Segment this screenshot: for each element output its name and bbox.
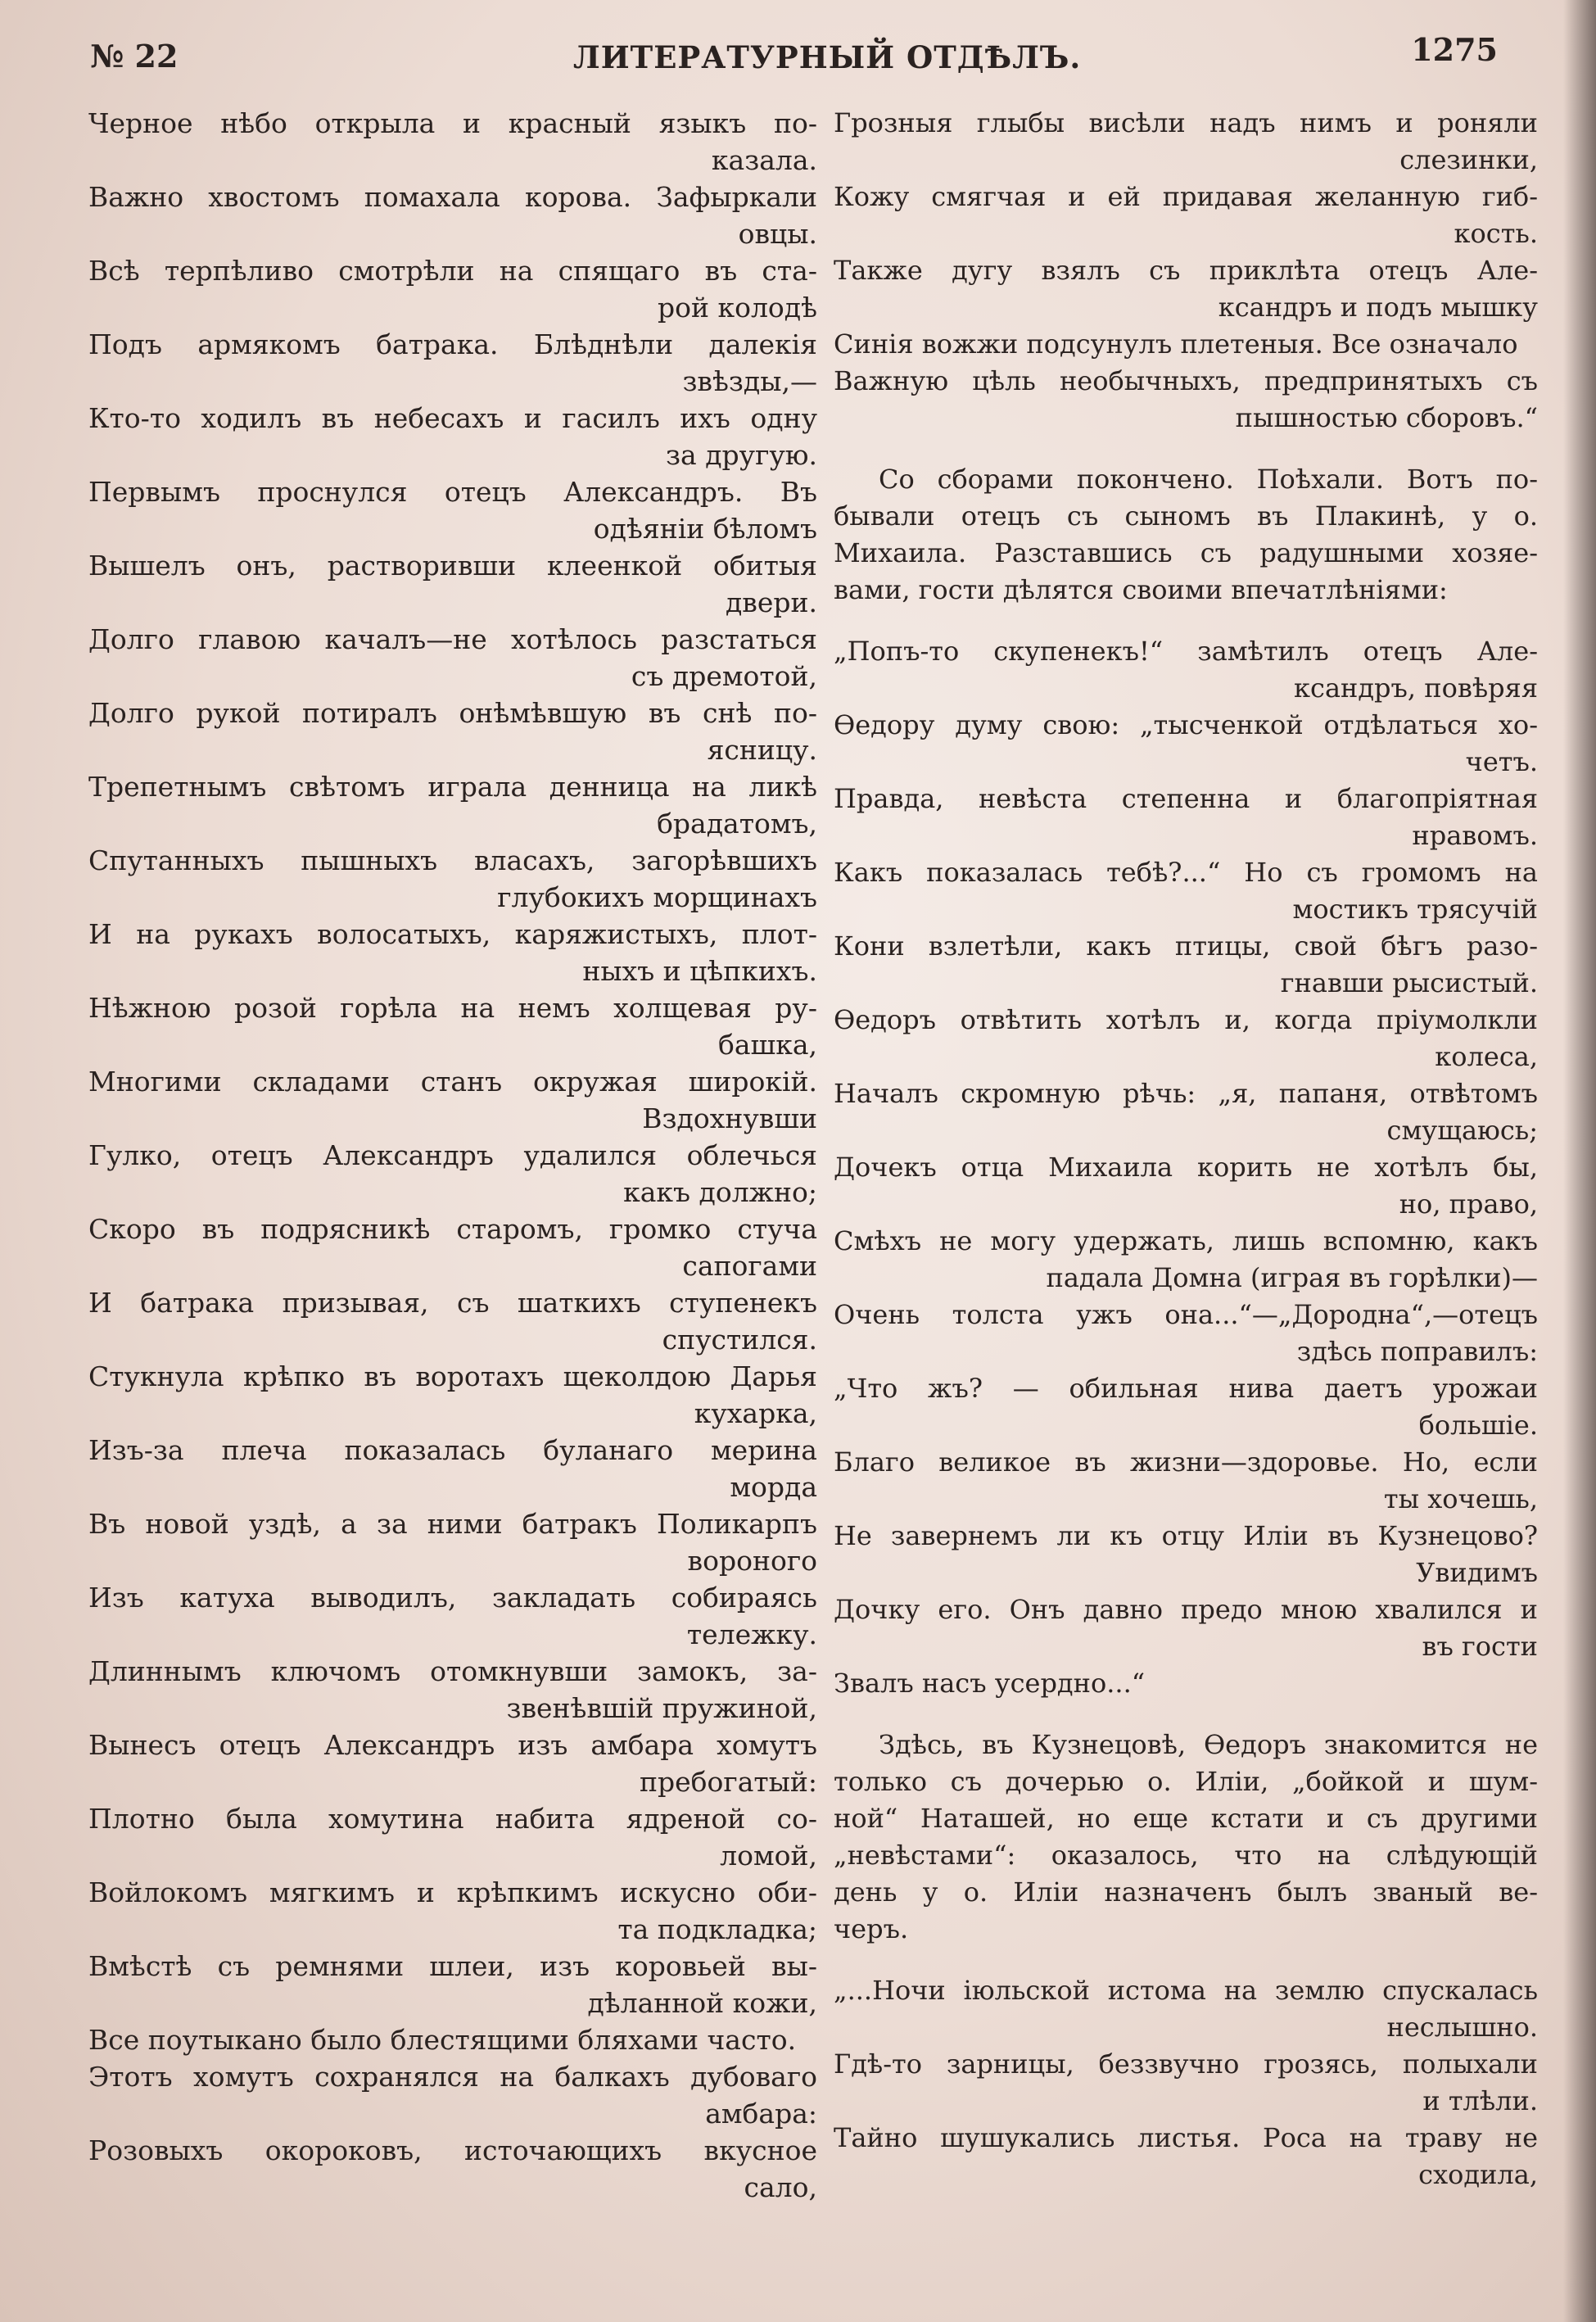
paragraph-line: день у о. Иліи назначенъ былъ званый ве-: [834, 1876, 1538, 1908]
verse-line: [834, 1149, 1538, 1223]
verse-line-text: Плотно была хомутина набита ядреной со-: [88, 1803, 817, 1835]
verse-line-continuation: тележку.: [686, 1618, 817, 1650]
verse-line: [88, 1727, 817, 1800]
verse-line-continuation: овцы.: [738, 218, 817, 250]
verse-line: [88, 1358, 817, 1432]
verse-line: [88, 105, 817, 179]
verse-line: [88, 842, 817, 916]
verse-line-text: Дочку его. Онъ давно предо мною хвалился и: [834, 1594, 1538, 1625]
verse-line-continuation: одѣяніи бѣломъ: [593, 513, 817, 545]
page-header: [90, 31, 1539, 80]
verse-line: [834, 326, 1538, 363]
verse-line: [88, 179, 817, 252]
verse-line-continuation: башка,: [717, 1029, 817, 1061]
verse-line-text: Трепетнымъ свѣтомъ играла денница на ликѣ: [88, 771, 817, 803]
verse-line: [834, 1370, 1538, 1444]
verse-line-text: Скоро въ подрясникѣ старомъ, громко стуча: [88, 1213, 817, 1245]
verse-line: [834, 1665, 1538, 1702]
verse-line: [88, 1948, 817, 2021]
verse-line-text: Правда, невѣста степенна и благопріятная: [834, 783, 1538, 814]
prose-paragraph: [834, 461, 1538, 609]
verse-line: [834, 854, 1538, 928]
section-title: ЛИТЕРАТУРНЫЙ ОТДѢЛЪ.: [573, 39, 1082, 75]
verse-line-continuation: слезинки,: [1399, 144, 1538, 175]
verse-line-continuation: за другую.: [666, 439, 817, 471]
verse-line: [834, 633, 1538, 707]
verse-line-continuation: ксандръ и подъ мышку: [1218, 292, 1538, 323]
verse-line-text: Смѣхъ не могу удержать, лишь вспомню, какъ: [834, 1225, 1538, 1256]
verse-line-text: Вышелъ онъ, растворивши клеенкой обитыя: [88, 550, 817, 582]
verse-line-continuation: и тлѣли.: [1422, 2085, 1538, 2116]
verse-line-continuation: пышностью сборовъ.“: [1235, 402, 1538, 433]
verse-line: [88, 2021, 817, 2058]
verse-line-text: Звалъ насъ усердно...“: [834, 1668, 1146, 1699]
verse-line-text: Изъ катуха выводилъ, закладать собираясь: [88, 1582, 817, 1614]
verse-line: [834, 928, 1538, 1002]
verse-line-continuation: но, право,: [1399, 1188, 1538, 1220]
verse-line-text: „Что жъ? — обильная нива даетъ урожаи: [834, 1373, 1538, 1404]
right-column: [834, 105, 1538, 2193]
verse-line-continuation: Вздохнувши: [642, 1102, 817, 1134]
verse-line-continuation: кухарка,: [694, 1397, 817, 1429]
verse-line-continuation: ломой,: [720, 1840, 817, 1872]
verse-line: [88, 1063, 817, 1137]
verse-line: [834, 1591, 1538, 1665]
verse-line-text: Кожу смягчая и ей придавая желанную гиб-: [834, 181, 1538, 212]
verse-line-continuation: въ гости: [1422, 1631, 1538, 1662]
verse-line: [834, 2120, 1538, 2193]
verse-line: [88, 473, 817, 547]
paragraph-line: Михаила. Разставшись съ радушными хозяе-: [834, 537, 1538, 568]
paragraph-line: вами, гости дѣлятся своими впечатлѣніями:: [834, 574, 1448, 605]
verse-line-text: Ѳедоръ отвѣтить хотѣлъ и, когда пріумолкли: [834, 1004, 1538, 1035]
verse-line-text: Долго главою качалъ—не хотѣлось разстаться: [88, 623, 817, 655]
verse-line-continuation: колеса,: [1435, 1041, 1538, 1072]
verse-line-text: Также дугу взялъ съ приклѣта отецъ Але-: [834, 255, 1538, 286]
verse-line-text: Изъ-за плеча показалась буланаго мерина: [88, 1434, 817, 1466]
verse-line-text: Стукнула крѣпко въ воротахъ щеколдою Дарья: [88, 1360, 817, 1392]
verse-line-text: Подъ армякомъ батрака. Блѣднѣли далекія: [88, 328, 817, 360]
verse-line-continuation: большіе.: [1418, 1410, 1538, 1441]
verse-line: [834, 179, 1538, 252]
verse-line: [834, 1297, 1538, 1370]
verse-line-continuation: брадатомъ,: [657, 808, 817, 840]
verse-line-text: Кто-то ходилъ въ небесахъ и гасилъ ихъ одну: [88, 402, 817, 434]
verse-line-continuation: казала.: [711, 144, 817, 176]
verse-line: [88, 1579, 817, 1653]
verse-line-continuation: мостикъ трясучій: [1292, 894, 1538, 925]
verse-line-text: Этотъ хомутъ сохранялся на балкахъ дубоваго: [88, 2061, 817, 2093]
verse-line: [834, 1972, 1538, 2046]
verse-line: [88, 916, 817, 989]
verse-line-continuation: звѣзды,—: [682, 365, 817, 397]
verse-line-text: Вынесъ отецъ Александръ изъ амбара хомутъ: [88, 1729, 817, 1761]
verse-line: [88, 252, 817, 326]
paragraph-line: Здѣсь, въ Кузнецовѣ, Ѳедоръ знакомится не: [879, 1729, 1538, 1760]
verse-line-continuation: глубокихъ морщинахъ: [497, 881, 817, 913]
verse-line-text: Вмѣстѣ съ ремнями шлеи, изъ коровьей вы-: [88, 1950, 817, 1982]
verse-line-text: И батрака призывая, съ шаткихъ ступенекъ: [88, 1287, 817, 1319]
verse-line-continuation: звенѣвшій пружиной,: [506, 1692, 817, 1724]
verse-line-text: Черное нѣбо открыла и красный языкъ по-: [88, 107, 817, 139]
verse-line-continuation: гнавши рысистый.: [1280, 967, 1538, 998]
verse-line: [834, 252, 1538, 326]
verse-line-continuation: двери.: [725, 586, 817, 618]
verse-line-continuation: смущаюсь;: [1386, 1115, 1538, 1146]
verse-line: [88, 400, 817, 473]
verse-line: [834, 1444, 1538, 1518]
verse-line: [88, 1874, 817, 1948]
paragraph-line: только съ дочерью о. Иліи, „бойкой и шум-: [834, 1766, 1538, 1797]
verse-line-text: Благо великое въ жизни—здоровье. Но, если: [834, 1446, 1538, 1478]
verse-line: [834, 1223, 1538, 1297]
verse-line-continuation: сапогами: [682, 1250, 817, 1282]
verse-line-continuation: неслышно.: [1386, 2012, 1538, 2043]
verse-line-continuation: ксандръ, повѣряя: [1294, 672, 1538, 704]
verse-line-continuation: та подкладка;: [617, 1913, 817, 1945]
verse-line-text: Тайно шушукались листья. Роса на траву не: [834, 2122, 1538, 2153]
verse-line: [88, 768, 817, 842]
verse-line-text: Кони взлетѣли, какъ птицы, свой бѣгъ разо-: [834, 930, 1538, 962]
verse-line-continuation: четъ.: [1465, 746, 1538, 777]
paragraph-line: бывали отецъ съ сыномъ въ Плакинѣ, у о.: [834, 500, 1538, 532]
verse-line-text: Синія вожжи подсунулъ плетеныя. Все означало: [834, 328, 1518, 360]
verse-line: [88, 1432, 817, 1505]
verse-line: [88, 1284, 817, 1358]
verse-line-text: Длиннымъ ключомъ отомкнувши замокъ, за-: [88, 1655, 817, 1687]
verse-line: [88, 326, 817, 400]
verse-line-text: Не завернемъ ли къ отцу Иліи въ Кузнецово?: [834, 1520, 1538, 1551]
verse-line: [88, 2132, 817, 2206]
verse-line: [88, 1211, 817, 1284]
verse-line-text: Гдѣ-то зарницы, беззвучно грозясь, полыхали: [834, 2048, 1538, 2080]
verse-line-text: Гулко, отецъ Александръ удалился облечься: [88, 1139, 817, 1171]
verse-line: [88, 2058, 817, 2132]
verse-line: [88, 1800, 817, 1874]
prose-paragraph: [834, 1727, 1538, 1948]
verse-line-text: Началъ скромную рѣчь: „я, папаня, отвѣтомъ: [834, 1078, 1538, 1109]
verse-line: [88, 1505, 817, 1579]
verse-line-text: Розовыхъ окороковъ, источающихъ вкусное: [88, 2134, 817, 2166]
verse-line-text: Важную цѣль необычныхъ, предпринятыхъ съ: [834, 365, 1538, 396]
verse-line: [88, 1137, 817, 1211]
verse-line: [88, 989, 817, 1063]
page-number: 1275: [1411, 31, 1498, 68]
verse-line: [88, 1653, 817, 1727]
verse-line-text: Войлокомъ мягкимъ и крѣпкимъ искусно оби-: [88, 1876, 817, 1908]
verse-line-continuation: здѣсь поправилъ:: [1296, 1336, 1538, 1367]
verse-line-text: Многими складами станъ окружая широкій.: [88, 1066, 817, 1098]
verse-line: [834, 1075, 1538, 1149]
verse-line: [834, 1518, 1538, 1591]
verse-line-continuation: кость.: [1454, 218, 1538, 249]
verse-line-continuation: спустился.: [662, 1324, 817, 1356]
verse-line-text: Спутанныхъ пышныхъ власахъ, загорѣвшихъ: [88, 844, 817, 876]
verse-line-text: Грозныя глыбы висѣли надъ нимъ и роняли: [834, 107, 1538, 138]
left-column: [88, 105, 817, 2206]
verse-line-text: Въ новой уздѣ, а за ними батракъ Поликарпъ: [88, 1508, 817, 1540]
verse-line: [834, 363, 1538, 437]
verse-line: [834, 105, 1538, 179]
verse-line-text: „...Ночи іюльской истома на землю спускалась: [834, 1975, 1538, 2006]
verse-line-continuation: Увидимъ: [1416, 1557, 1538, 1588]
verse-line: [834, 707, 1538, 781]
verse-line-text: Очень толста ужъ она...“—„Дородна“,—отецъ: [834, 1299, 1538, 1330]
verse-line-text: Нѣжною розой горѣла на немъ холщевая ру-: [88, 992, 817, 1024]
verse-line-continuation: амбара:: [705, 2098, 817, 2130]
verse-line-continuation: вороного: [687, 1545, 817, 1577]
verse-line: [834, 2046, 1538, 2120]
verse-line-continuation: морда: [730, 1471, 817, 1503]
verse-line-continuation: рой колодѣ: [657, 292, 817, 324]
verse-line-text: „Попъ-то скупенекъ!“ замѣтилъ отецъ Але-: [834, 636, 1538, 667]
verse-line-text: Всѣ терпѣливо смотрѣли на спящаго въ ста-: [88, 255, 817, 287]
verse-line-continuation: сало,: [744, 2171, 817, 2203]
verse-line-text: Долго рукой потиралъ онѣмѣвшую въ снѣ по-: [88, 697, 817, 729]
verse-line-continuation: ты хочешь,: [1383, 1483, 1538, 1514]
verse-line-text: Какъ показалась тебѣ?...“ Но съ громомъ на: [834, 857, 1538, 888]
verse-line-continuation: сходила,: [1418, 2159, 1538, 2190]
paragraph-line: „невѣстами“: оказалось, что на слѣдующій: [834, 1840, 1538, 1871]
verse-line-continuation: съ дремотой,: [631, 660, 817, 692]
verse-line-text: Все поутыкано было блестящими бляхами часто.: [88, 2024, 797, 2056]
paragraph-line: черъ.: [834, 1913, 909, 1944]
verse-line: [88, 621, 817, 695]
verse-line-continuation: ныхъ и цѣпкихъ.: [582, 955, 817, 987]
paragraph-line: Со сборами покончено. Поѣхали. Вотъ по-: [879, 464, 1538, 495]
verse-line-continuation: дѣланной кожи,: [587, 1987, 817, 2019]
verse-line-continuation: какъ должно;: [623, 1176, 817, 1208]
issue-number: № 22: [90, 38, 179, 75]
verse-line-text: И на рукахъ волосатыхъ, каряжистыхъ, плот-: [88, 918, 817, 950]
paragraph-line: ной“ Наташей, но еще кстати и съ другими: [834, 1803, 1538, 1834]
verse-line-text: Важно хвостомъ помахала корова. Зафыркали: [88, 181, 817, 213]
verse-line-continuation: нравомъ.: [1412, 820, 1538, 851]
verse-line-continuation: пребогатый:: [640, 1766, 817, 1798]
verse-line-continuation: ясницу.: [707, 734, 817, 766]
verse-line-text: Дочекъ отца Михаила корить не хотѣлъ бы,: [834, 1152, 1538, 1183]
verse-line: [834, 781, 1538, 854]
verse-line: [834, 1002, 1538, 1075]
verse-line-text: Ѳедору думу свою: „тысченкой отдѣлаться хо-: [834, 709, 1538, 740]
verse-line-text: Первымъ проснулся отецъ Александръ. Въ: [88, 476, 817, 508]
verse-line-continuation: падала Домна (играя въ горѣлки)—: [1046, 1262, 1538, 1293]
verse-line: [88, 547, 817, 621]
verse-line: [88, 695, 817, 768]
